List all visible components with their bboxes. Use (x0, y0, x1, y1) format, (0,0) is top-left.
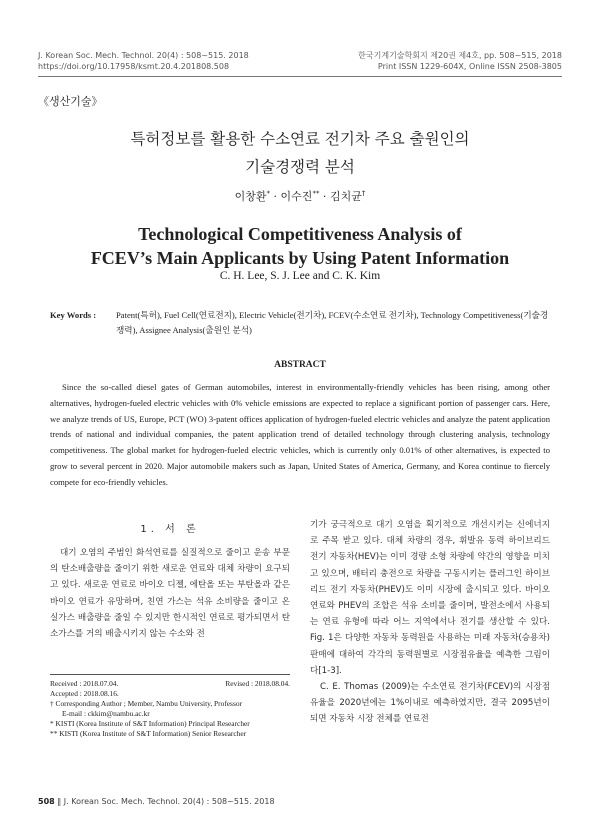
journal-header-left (38, 50, 249, 72)
body-text-left-column: 대기 오염의 주범인 화석연료를 실질적으로 줄이고 운송 부문의 탄소배출량을 줄이기 위한 새로운 연료와 대체 차량이 요구되고 있다. 새로운 연료로 바이오 디젤, 에탄올 또는 부탄올과 같은 바이오 연료가 유망하며, 친연 가스는 석유 소비량을 줄이고 온실가스 배출량을 줄일 수 있지만 한시적인 연료로 평가되면서 탄소가스를 거의 배출시키지 않는 수소와 전 (50, 548, 290, 640)
author-3-mark: † (361, 189, 366, 198)
abstract-heading: ABSTRACT (274, 360, 326, 370)
body-paragraph: C. E. Thomas (2009)는 수소연료 전기차(FCEV)의 시장점유율을 2020년에는 1%이내로 예측하였지만, 결국 2095년이 되면 자동차 시장 전체를 연료전 (310, 682, 550, 725)
corresponding-author-note: † Corresponding Author ; Member, Nambu University, Professor (50, 699, 242, 708)
body-text-right-column (310, 517, 550, 728)
received-date-line (50, 679, 290, 690)
keywords-block (50, 308, 550, 338)
author-separator: · (270, 190, 281, 203)
author-1: 이창환 (234, 190, 267, 203)
journal-citation-korean: 한국기계기술학회지 제20권 제4호, pp. 508~515, 2018 (358, 51, 562, 60)
doi-link[interactable]: https://doi.org/10.17958/ksmt.20.4.201808.508 (38, 62, 230, 71)
title-english-line-2: FCEV’s Main Applicants by Using Patent Information (90, 248, 510, 268)
received-date: Received : 2018.07.04. (50, 679, 119, 688)
title-english-line-1: Technological Competitiveness Analysis of (138, 224, 462, 244)
journal-citation: J. Korean Soc. Mech. Technol. 20(4) : 508~515. 2018 (38, 51, 249, 60)
title-english (0, 222, 600, 270)
author-2-mark: ** (312, 189, 320, 198)
affiliation-note-1: * KISTI (Korea Institute of S&T Information) Principal Researcher (50, 719, 250, 728)
title-korean-line-1: 특허정보를 활용한 수소연료 전기차 주요 출원인의 (130, 130, 470, 148)
author-separator: · (319, 190, 330, 203)
author-3: 김치균 (329, 190, 362, 203)
journal-header-right (358, 50, 562, 72)
keywords-label: Key Words : (50, 310, 97, 320)
body-paragraph: 기가 궁극적으로 대기 오염을 획기적으로 개선시키는 신에너지로 주목 받고 있다. 대체 차량의 경우, 휘발유 동력 하이브리드 전기 자동차(HEV)는 이미 경량 소형 차량에 약간의 영향을 미치고 있으며, 배터리 충전으로 차량을 구동시키는 플러그인 하이브리드 전기 자동차(PHEV)도 이미 시장에 출시되고 있다. 바이오 연료와 PHEV의 조합은 석유 소비를 줄이며, 발전소에서 사용되는 연료 유형에 따라 어느 지역에서나 전기를 생산할 수 있다. Fig. 1은 다양한 자동차 동력원을 사용하는 미래 자동차(승용차) 판매에 대하여 각각의 동력원별로 시장점유율을 예측한 그림이다[1-3]. (310, 520, 550, 676)
title-korean-line-2: 기술경쟁력 분석 (245, 158, 355, 176)
issn-info: Print ISSN 1229-604X, Online ISSN 2508-3805 (377, 62, 562, 71)
author-2: 이수진 (280, 190, 313, 203)
footnote-divider (50, 674, 290, 675)
affiliation-note-2: ** KISTI (Korea Institute of S&T Information) Senior Researcher (50, 729, 247, 738)
author-email[interactable]: E-mail : ckkim@nambu.ac.kr (62, 709, 150, 718)
header-divider (38, 76, 562, 77)
authors-korean (0, 188, 600, 204)
revised-date: Revised : 2018.08.04. (225, 679, 290, 688)
section-heading-introduction: 1. 서 론 (140, 524, 200, 535)
accepted-date: Accepted : 2018.08.16. (50, 689, 119, 698)
article-category: 《생산기술》 (38, 95, 103, 108)
authors-english: C. H. Lee, S. J. Lee and C. K. Kim (219, 270, 381, 282)
keywords-text: Patent(특허), Fuel Cell(연료전지), Electric Vehicle(전기차), FCEV(수소연료 전기차), Technology Competitiveness(기술경쟁력), Assignee Analysis(출원인 분석) (116, 310, 549, 335)
footer-citation: ‖ J. Korean Soc. Mech. Technol. 20(4) : 508~515. 2018 (57, 797, 275, 806)
page-number: 508 (38, 797, 55, 806)
author-1-mark: * (266, 189, 271, 198)
page-footer (38, 797, 275, 806)
abstract-text: Since the so-called diesel gates of German automobiles, interest in environmentally-friendly vehicles has been rising, among other alternatives, hydrogen-fueled electric vehicles with 0% vehicle emissions are expected to replace a significant portion of passenger cars. Here, we analyze trends of US, Europe, PCT (WO) 3-patent offices application of hydrogen-fueled electric vehicles and analyze the patent application trends of national and individual companies, the patent application trend of detailed technology through clustering analysis, technology competitiveness. The global market for hydrogen-fueled electric vehicles, which is currently only 0.01% of other alternatives, is expected to grow to several percent in 2020. Major automobile makers such as Japan, United States of America, Germany, and Korea continue to fiercely compete for eco-friendly vehicles. (50, 382, 550, 487)
title-korean (0, 125, 600, 181)
